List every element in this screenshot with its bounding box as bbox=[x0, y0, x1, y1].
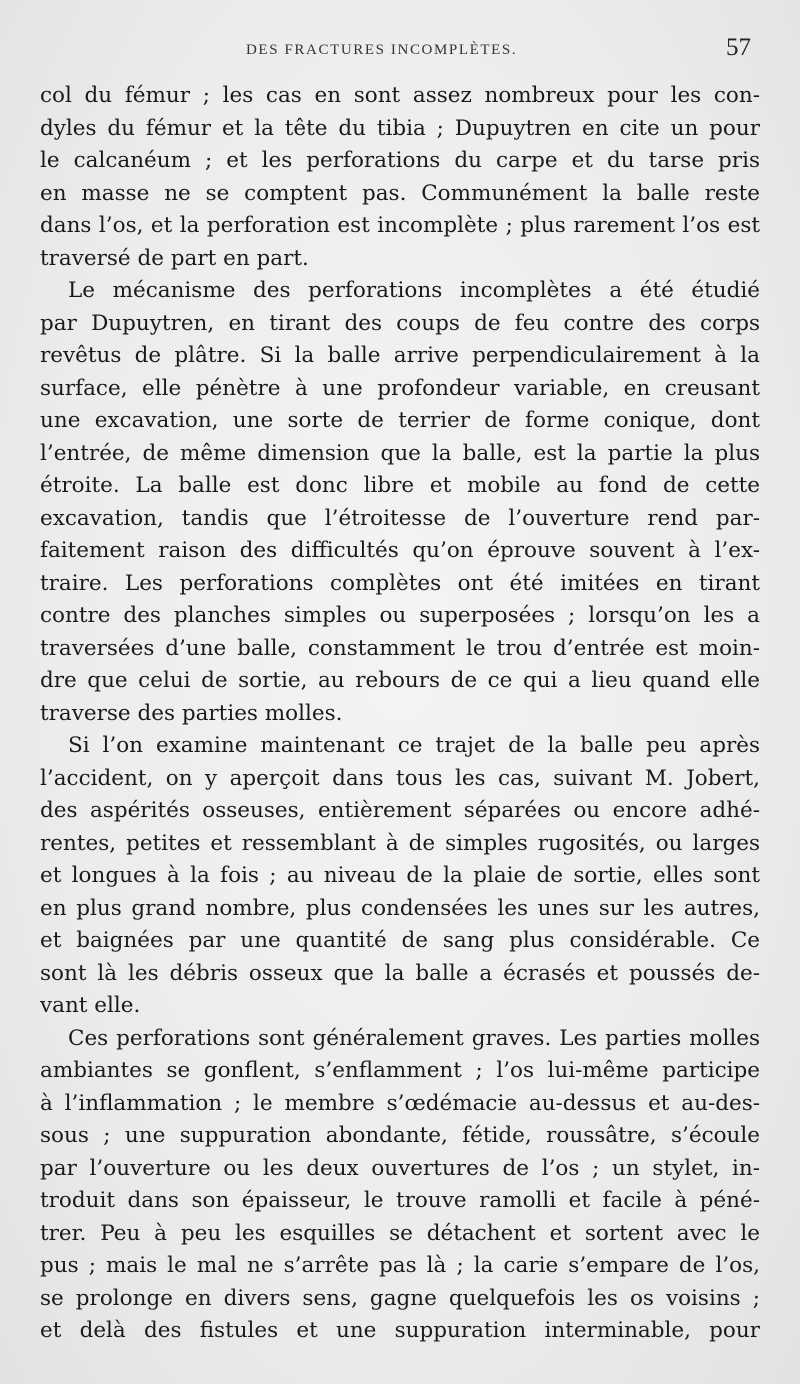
text-line: et longues à la fois ; au niveau de la plaie de sortie, elles sont bbox=[40, 863, 760, 888]
text-line: le calcanéum ; et les perforations du carpe et du tarse pris bbox=[40, 148, 760, 173]
text-line: surface, elle pénètre à une profondeur variable, en creusant bbox=[40, 375, 760, 401]
running-title: DES FRACTURES INCOMPLÈTES. bbox=[246, 42, 518, 58]
text-line: ambiantes se gonflent, s’enflamment ; l’os lui-même participe bbox=[40, 1058, 760, 1083]
text-line: en masse ne se comptent pas. Communément la balle reste bbox=[40, 180, 760, 206]
text-line: à l’inflammation ; le membre s’œdémacie au-dessus et au-des- bbox=[40, 1090, 760, 1116]
text-line: et delà des fistules et une suppuration interminable, pour bbox=[40, 1318, 760, 1343]
text-line: faitement raison des difficultés qu’on éprouve souvent à l’ex- bbox=[40, 538, 760, 563]
running-head bbox=[0, 34, 800, 68]
text-line: dyles du fémur et la tête du tibia ; Dupuytren en cite un pour bbox=[40, 115, 760, 141]
text-line: Le mécanisme des perforations incomplètes a été étudié bbox=[68, 278, 760, 303]
text-line: l’accident, on y aperçoit dans tous les cas, suivant M. Jobert, bbox=[40, 765, 760, 791]
text-line: dans l’os, et la perforation est incomplète ; plus rarement l’os est bbox=[40, 213, 760, 238]
text-line: traverse des parties molles. bbox=[40, 700, 343, 726]
text-line: traversé de part en part. bbox=[40, 245, 309, 271]
text-line: l’entrée, de même dimension que la balle, est la partie la plus bbox=[40, 440, 760, 466]
text-line: Si l’on examine maintenant ce trajet de la balle peu après bbox=[68, 733, 760, 758]
text-line: des aspérités osseuses, entièrement séparées ou encore adhé- bbox=[40, 798, 760, 823]
text-line: col du fémur ; les cas en sont assez nombreux pour les con- bbox=[40, 83, 760, 108]
text-line: vant elle. bbox=[40, 993, 141, 1018]
text-line: en plus grand nombre, plus condensées les unes sur les autres, bbox=[40, 895, 760, 921]
text-line: étroite. La balle est donc libre et mobile au fond de cette bbox=[40, 473, 760, 498]
text-line: rentes, petites et ressemblant à de simples rugosités, ou larges bbox=[40, 830, 760, 856]
text-line: sont là les débris osseux que la balle a écrasés et poussés de- bbox=[40, 960, 760, 986]
text-line: par l’ouverture ou les deux ouvertures de l’os ; un stylet, in- bbox=[40, 1155, 760, 1181]
page-number: 57 bbox=[726, 34, 751, 61]
text-line: excavation, tandis que l’étroitesse de l’ouverture rend par- bbox=[40, 505, 760, 531]
text-line: une excavation, une sorte de terrier de forme conique, dont bbox=[40, 408, 760, 433]
text-line: trer. Peu à peu les esquilles se détachent et sortent avec le bbox=[40, 1220, 760, 1246]
body-text bbox=[40, 80, 760, 1348]
text-line: troduit dans son épaisseur, le trouve ramolli et facile à péné- bbox=[40, 1188, 760, 1213]
text-line: traversées d’une balle, constamment le trou d’entrée est moin- bbox=[40, 635, 760, 661]
text-line: traire. Les perforations complètes ont été imitées en tirant bbox=[40, 570, 760, 596]
text-line: pus ; mais le mal ne s’arrête pas là ; la carie s’empare de l’os, bbox=[40, 1253, 760, 1278]
text-line: Ces perforations sont généralement graves. Les parties molles bbox=[68, 1025, 760, 1051]
text-line: se prolonge en divers sens, gagne quelquefois les os voisins ; bbox=[40, 1285, 760, 1311]
text-line: contre des planches simples ou superposées ; lorsqu’on les a bbox=[40, 603, 760, 628]
text-line: et baignées par une quantité de sang plus considérable. Ce bbox=[40, 928, 760, 953]
text-line: sous ; une suppuration abondante, fétide, roussâtre, s’écoule bbox=[40, 1123, 760, 1148]
text-line: dre que celui de sortie, au rebours de ce qui a lieu quand elle bbox=[40, 668, 760, 693]
text-line: revêtus de plâtre. Si la balle arrive perpendiculairement à la bbox=[40, 343, 760, 368]
text-line: par Dupuytren, en tirant des coups de feu contre des corps bbox=[40, 310, 760, 336]
